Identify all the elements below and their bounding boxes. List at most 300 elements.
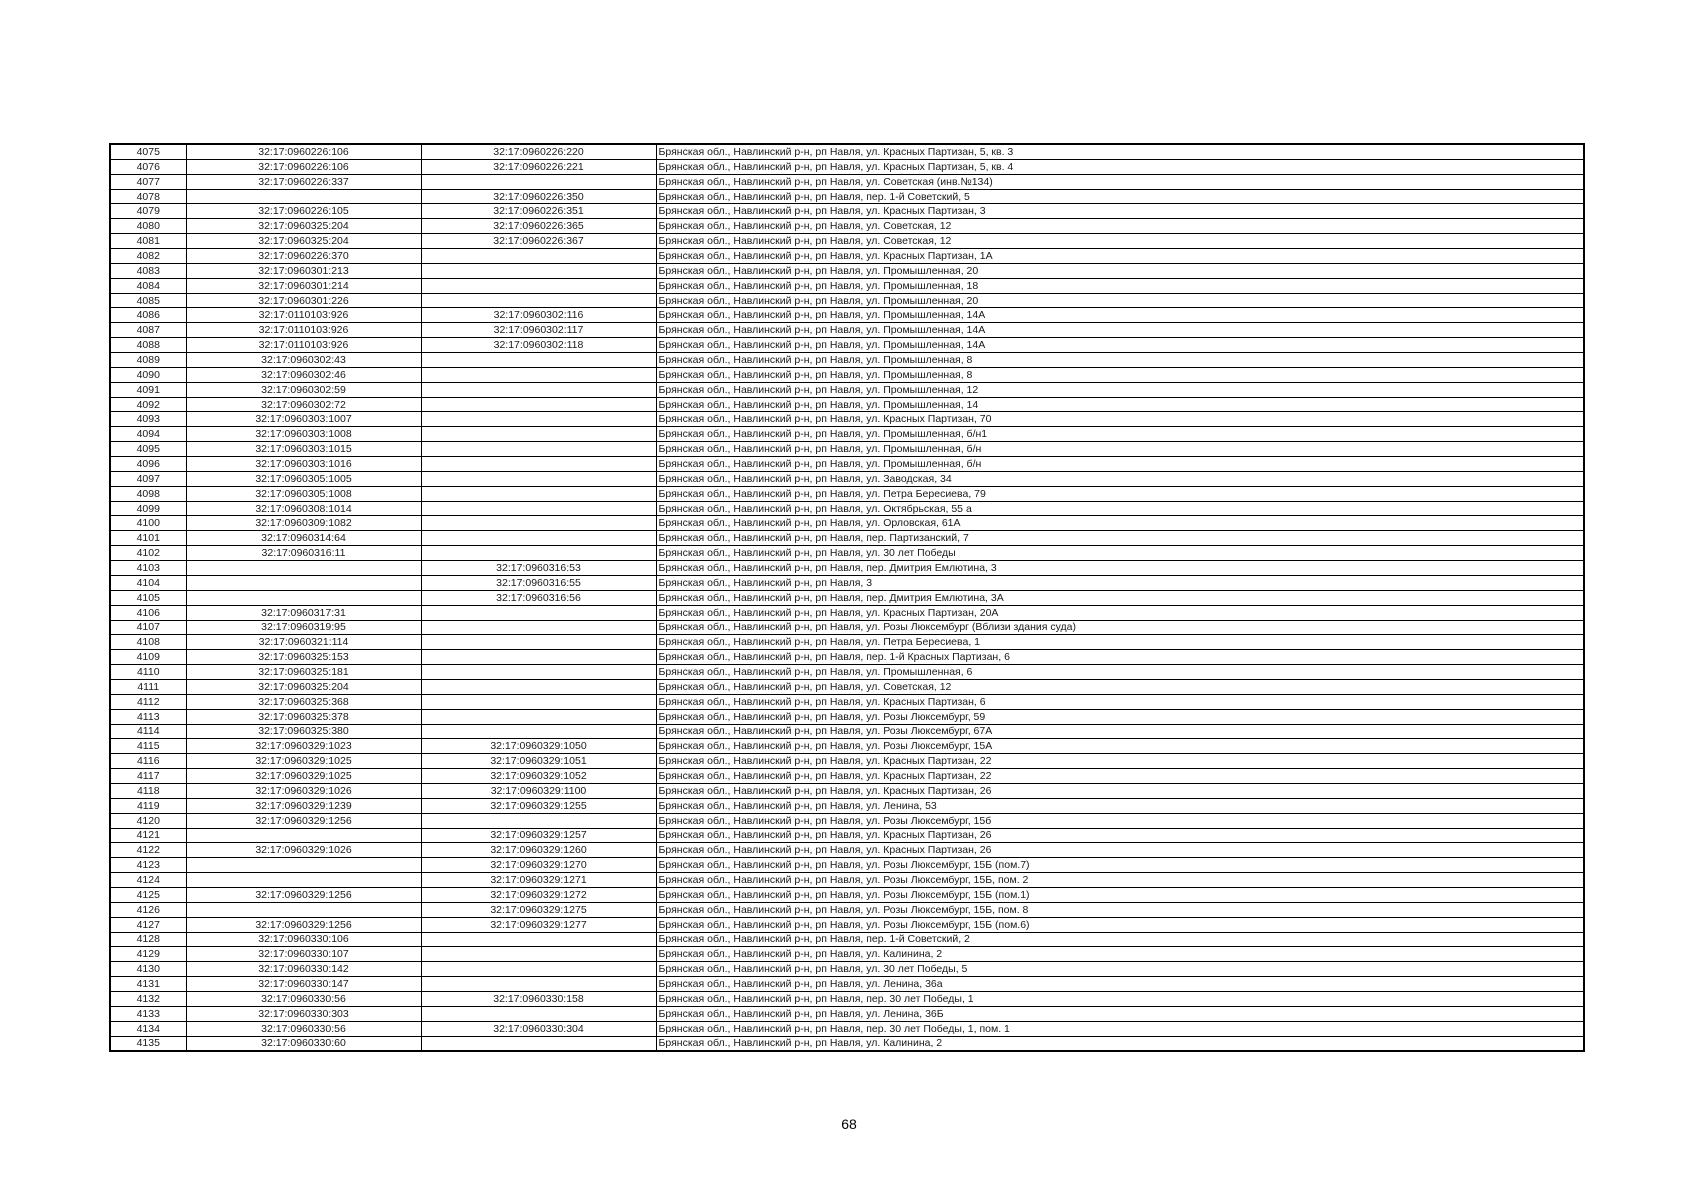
address-cell: Брянская обл., Навлинский р-н, рп Навля, ул. Ленина, 53	[656, 798, 1584, 813]
address-cell: Брянская обл., Навлинский р-н, рп Навля, ул. Красных Партизан, 1А	[656, 249, 1584, 264]
object-cadastral-number-cell	[421, 427, 656, 442]
table-row	[110, 278, 1584, 293]
address-cell: Брянская обл., Навлинский р-н, рп Навля, ул. Розы Люксембург, 15Б (пом.7)	[656, 858, 1584, 873]
address-cell: Брянская обл., Навлинский р-н, рп Навля, ул. Ленина, 36Б	[656, 1006, 1584, 1021]
parcel-cadastral-number-cell: 32:17:0960301:226	[186, 293, 421, 308]
object-cadastral-number-cell	[421, 947, 656, 962]
table-row	[110, 858, 1584, 873]
row-number-cell: 4119	[110, 798, 186, 813]
object-cadastral-number-cell: 32:17:0960226:367	[421, 234, 656, 249]
row-number-cell: 4093	[110, 412, 186, 427]
object-cadastral-number-cell: 32:17:0960302:116	[421, 308, 656, 323]
parcel-cadastral-number-cell	[186, 189, 421, 204]
object-cadastral-number-cell	[421, 397, 656, 412]
table-row	[110, 293, 1584, 308]
object-cadastral-number-cell: 32:17:0960329:1275	[421, 902, 656, 917]
object-cadastral-number-cell	[421, 665, 656, 680]
table-row	[110, 412, 1584, 427]
address-cell: Брянская обл., Навлинский р-н, рп Навля, ул. Розы Люксембург, 67А	[656, 724, 1584, 739]
parcel-cadastral-number-cell: 32:17:0960329:1025	[186, 754, 421, 769]
object-cadastral-number-cell	[421, 977, 656, 992]
table-row	[110, 813, 1584, 828]
object-cadastral-number-cell	[421, 486, 656, 501]
table-row	[110, 754, 1584, 769]
parcel-cadastral-number-cell: 32:17:0960308:1014	[186, 501, 421, 516]
row-number-cell: 4087	[110, 323, 186, 338]
object-cadastral-number-cell	[421, 174, 656, 189]
table-row	[110, 605, 1584, 620]
address-cell: Брянская обл., Навлинский р-н, рп Навля, ул. Красных Партизан, 26	[656, 843, 1584, 858]
row-number-cell: 4104	[110, 575, 186, 590]
object-cadastral-number-cell	[421, 382, 656, 397]
address-cell: Брянская обл., Навлинский р-н, рп Навля, ул. Промышленная, б/н1	[656, 427, 1584, 442]
table-row	[110, 561, 1584, 576]
table-row	[110, 947, 1584, 962]
cadastral-registry-table	[109, 143, 1585, 1052]
row-number-cell: 4094	[110, 427, 186, 442]
table-row	[110, 620, 1584, 635]
address-cell: Брянская обл., Навлинский р-н, рп Навля, ул. Промышленная, б/н	[656, 442, 1584, 457]
table-row	[110, 709, 1584, 724]
table-row	[110, 575, 1584, 590]
row-number-cell: 4077	[110, 174, 186, 189]
parcel-cadastral-number-cell: 32:17:0110103:926	[186, 308, 421, 323]
table-row	[110, 798, 1584, 813]
parcel-cadastral-number-cell: 32:17:0960325:204	[186, 234, 421, 249]
address-cell: Брянская обл., Навлинский р-н, рп Навля, ул. Петра Бересиева, 79	[656, 486, 1584, 501]
parcel-cadastral-number-cell: 32:17:0960301:214	[186, 278, 421, 293]
parcel-cadastral-number-cell: 32:17:0960325:204	[186, 679, 421, 694]
table-row	[110, 977, 1584, 992]
address-cell: Брянская обл., Навлинский р-н, рп Навля, ул. Советская, 12	[656, 679, 1584, 694]
address-cell: Брянская обл., Навлинский р-н, рп Навля, ул. Промышленная, 14А	[656, 308, 1584, 323]
row-number-cell: 4120	[110, 813, 186, 828]
row-number-cell: 4114	[110, 724, 186, 739]
table-row	[110, 1006, 1584, 1021]
address-cell: Брянская обл., Навлинский р-н, рп Навля, ул. Промышленная, 8	[656, 367, 1584, 382]
row-number-cell: 4105	[110, 590, 186, 605]
table-row	[110, 531, 1584, 546]
parcel-cadastral-number-cell: 32:17:0960329:1025	[186, 769, 421, 784]
address-cell: Брянская обл., Навлинский р-н, рп Навля, ул. Советская, 12	[656, 234, 1584, 249]
row-number-cell: 4116	[110, 754, 186, 769]
row-number-cell: 4091	[110, 382, 186, 397]
parcel-cadastral-number-cell: 32:17:0960325:368	[186, 694, 421, 709]
object-cadastral-number-cell	[421, 546, 656, 561]
parcel-cadastral-number-cell: 32:17:0960329:1256	[186, 917, 421, 932]
object-cadastral-number-cell	[421, 709, 656, 724]
parcel-cadastral-number-cell: 32:17:0960329:1239	[186, 798, 421, 813]
object-cadastral-number-cell: 32:17:0960316:55	[421, 575, 656, 590]
table-row	[110, 263, 1584, 278]
object-cadastral-number-cell: 32:17:0960329:1257	[421, 828, 656, 843]
table-row	[110, 382, 1584, 397]
object-cadastral-number-cell	[421, 620, 656, 635]
parcel-cadastral-number-cell	[186, 858, 421, 873]
address-cell: Брянская обл., Навлинский р-н, рп Навля, пер. 1-й Советский, 2	[656, 932, 1584, 947]
table-row	[110, 665, 1584, 680]
object-cadastral-number-cell	[421, 353, 656, 368]
object-cadastral-number-cell: 32:17:0960302:117	[421, 323, 656, 338]
row-number-cell: 4127	[110, 917, 186, 932]
row-number-cell: 4132	[110, 991, 186, 1006]
address-cell: Брянская обл., Навлинский р-н, рп Навля, ул. Промышленная, 14	[656, 397, 1584, 412]
registry-table-body	[110, 144, 1584, 1051]
table-row	[110, 769, 1584, 784]
row-number-cell: 4080	[110, 219, 186, 234]
object-cadastral-number-cell: 32:17:0960226:351	[421, 204, 656, 219]
address-cell: Брянская обл., Навлинский р-н, рп Навля, ул. Красных Партизан, 5, кв. 3	[656, 144, 1584, 159]
parcel-cadastral-number-cell: 32:17:0960302:43	[186, 353, 421, 368]
object-cadastral-number-cell: 32:17:0960316:53	[421, 561, 656, 576]
object-cadastral-number-cell	[421, 516, 656, 531]
parcel-cadastral-number-cell: 32:17:0960330:106	[186, 932, 421, 947]
address-cell: Брянская обл., Навлинский р-н, рп Навля, пер. Дмитрия Емлютина, 3А	[656, 590, 1584, 605]
object-cadastral-number-cell	[421, 605, 656, 620]
address-cell: Брянская обл., Навлинский р-н, рп Навля, ул. Калинина, 2	[656, 1036, 1584, 1051]
parcel-cadastral-number-cell: 32:17:0960314:64	[186, 531, 421, 546]
object-cadastral-number-cell	[421, 263, 656, 278]
parcel-cadastral-number-cell: 32:17:0960330:142	[186, 962, 421, 977]
address-cell: Брянская обл., Навлинский р-н, рп Навля, ул. Розы Люксембург (Вблизи здания суда)	[656, 620, 1584, 635]
object-cadastral-number-cell	[421, 932, 656, 947]
row-number-cell: 4131	[110, 977, 186, 992]
table-row	[110, 650, 1584, 665]
object-cadastral-number-cell	[421, 962, 656, 977]
address-cell: Брянская обл., Навлинский р-н, рп Навля, ул. Промышленная, 14А	[656, 323, 1584, 338]
row-number-cell: 4123	[110, 858, 186, 873]
object-cadastral-number-cell	[421, 679, 656, 694]
address-cell: Брянская обл., Навлинский р-н, рп Навля, ул. Промышленная, б/н	[656, 457, 1584, 472]
object-cadastral-number-cell: 32:17:0960226:221	[421, 159, 656, 174]
table-row	[110, 234, 1584, 249]
parcel-cadastral-number-cell: 32:17:0960303:1007	[186, 412, 421, 427]
object-cadastral-number-cell	[421, 635, 656, 650]
parcel-cadastral-number-cell: 32:17:0110103:926	[186, 323, 421, 338]
object-cadastral-number-cell: 32:17:0960329:1050	[421, 739, 656, 754]
address-cell: Брянская обл., Навлинский р-н, рп Навля, ул. Розы Люксембург, 15А	[656, 739, 1584, 754]
address-cell: Брянская обл., Навлинский р-н, рп Навля, ул. Красных Партизан, 22	[656, 754, 1584, 769]
address-cell: Брянская обл., Навлинский р-н, рп Навля, ул. Розы Люксембург, 59	[656, 709, 1584, 724]
address-cell: Брянская обл., Навлинский р-н, рп Навля, ул. Петра Бересиева, 1	[656, 635, 1584, 650]
address-cell: Брянская обл., Навлинский р-н, рп Навля, ул. Красных Партизан, 3	[656, 204, 1584, 219]
address-cell: Брянская обл., Навлинский р-н, рп Навля, ул. Орловская, 61А	[656, 516, 1584, 531]
parcel-cadastral-number-cell: 32:17:0960325:380	[186, 724, 421, 739]
parcel-cadastral-number-cell: 32:17:0960329:1023	[186, 739, 421, 754]
parcel-cadastral-number-cell: 32:17:0960330:56	[186, 1021, 421, 1036]
address-cell: Брянская обл., Навлинский р-н, рп Навля, ул. Красных Партизан, 20А	[656, 605, 1584, 620]
row-number-cell: 4121	[110, 828, 186, 843]
parcel-cadastral-number-cell: 32:17:0960325:204	[186, 219, 421, 234]
address-cell: Брянская обл., Навлинский р-н, рп Навля, ул. Промышленная, 6	[656, 665, 1584, 680]
table-row	[110, 917, 1584, 932]
parcel-cadastral-number-cell: 32:17:0960301:213	[186, 263, 421, 278]
parcel-cadastral-number-cell: 32:17:0960226:370	[186, 249, 421, 264]
row-number-cell: 4134	[110, 1021, 186, 1036]
row-number-cell: 4122	[110, 843, 186, 858]
parcel-cadastral-number-cell: 32:17:0960305:1005	[186, 471, 421, 486]
row-number-cell: 4133	[110, 1006, 186, 1021]
parcel-cadastral-number-cell: 32:17:0960302:59	[186, 382, 421, 397]
parcel-cadastral-number-cell: 32:17:0110103:926	[186, 338, 421, 353]
parcel-cadastral-number-cell: 32:17:0960330:60	[186, 1036, 421, 1051]
address-cell: Брянская обл., Навлинский р-н, рп Навля, ул. Промышленная, 8	[656, 353, 1584, 368]
parcel-cadastral-number-cell: 32:17:0960309:1082	[186, 516, 421, 531]
table-row	[110, 471, 1584, 486]
object-cadastral-number-cell: 32:17:0960329:1260	[421, 843, 656, 858]
object-cadastral-number-cell: 32:17:0960330:304	[421, 1021, 656, 1036]
object-cadastral-number-cell	[421, 1006, 656, 1021]
table-row	[110, 887, 1584, 902]
parcel-cadastral-number-cell: 32:17:0960226:337	[186, 174, 421, 189]
row-number-cell: 4081	[110, 234, 186, 249]
row-number-cell: 4079	[110, 204, 186, 219]
object-cadastral-number-cell: 32:17:0960329:1277	[421, 917, 656, 932]
row-number-cell: 4112	[110, 694, 186, 709]
row-number-cell: 4110	[110, 665, 186, 680]
row-number-cell: 4125	[110, 887, 186, 902]
table-row	[110, 828, 1584, 843]
row-number-cell: 4097	[110, 471, 186, 486]
row-number-cell: 4124	[110, 873, 186, 888]
row-number-cell: 4102	[110, 546, 186, 561]
table-row	[110, 353, 1584, 368]
address-cell: Брянская обл., Навлинский р-н, рп Навля, ул. 30 лет Победы, 5	[656, 962, 1584, 977]
table-row	[110, 590, 1584, 605]
row-number-cell: 4111	[110, 679, 186, 694]
object-cadastral-number-cell	[421, 457, 656, 472]
table-row	[110, 427, 1584, 442]
row-number-cell: 4083	[110, 263, 186, 278]
address-cell: Брянская обл., Навлинский р-н, рп Навля, ул. Красных Партизан, 6	[656, 694, 1584, 709]
address-cell: Брянская обл., Навлинский р-н, рп Навля, 3	[656, 575, 1584, 590]
row-number-cell: 4109	[110, 650, 186, 665]
table-row	[110, 843, 1584, 858]
object-cadastral-number-cell	[421, 531, 656, 546]
address-cell: Брянская обл., Навлинский р-н, рп Навля, ул. 30 лет Победы	[656, 546, 1584, 561]
object-cadastral-number-cell: 32:17:0960329:1100	[421, 783, 656, 798]
address-cell: Брянская обл., Навлинский р-н, рп Навля, ул. Калинина, 2	[656, 947, 1584, 962]
table-row	[110, 679, 1584, 694]
table-row	[110, 442, 1584, 457]
row-number-cell: 4106	[110, 605, 186, 620]
object-cadastral-number-cell: 32:17:0960329:1270	[421, 858, 656, 873]
table-row	[110, 635, 1584, 650]
parcel-cadastral-number-cell: 32:17:0960330:147	[186, 977, 421, 992]
row-number-cell: 4075	[110, 144, 186, 159]
address-cell: Брянская обл., Навлинский р-н, рп Навля, ул. Промышленная, 18	[656, 278, 1584, 293]
row-number-cell: 4090	[110, 367, 186, 382]
row-number-cell: 4085	[110, 293, 186, 308]
address-cell: Брянская обл., Навлинский р-н, рп Навля, пер. Дмитрия Емлютина, 3	[656, 561, 1584, 576]
table-row	[110, 739, 1584, 754]
address-cell: Брянская обл., Навлинский р-н, рп Навля, ул. Октябрьская, 55 а	[656, 501, 1584, 516]
row-number-cell: 4095	[110, 442, 186, 457]
object-cadastral-number-cell	[421, 1036, 656, 1051]
address-cell: Брянская обл., Навлинский р-н, рп Навля, ул. Красных Партизан, 70	[656, 412, 1584, 427]
object-cadastral-number-cell	[421, 471, 656, 486]
table-row	[110, 516, 1584, 531]
address-cell: Брянская обл., Навлинский р-н, рп Навля, ул. Красных Партизан, 5, кв. 4	[656, 159, 1584, 174]
table-row	[110, 397, 1584, 412]
object-cadastral-number-cell	[421, 278, 656, 293]
parcel-cadastral-number-cell: 32:17:0960226:106	[186, 144, 421, 159]
table-row	[110, 991, 1584, 1006]
object-cadastral-number-cell	[421, 694, 656, 709]
row-number-cell: 4099	[110, 501, 186, 516]
table-row	[110, 1036, 1584, 1051]
table-row	[110, 219, 1584, 234]
row-number-cell: 4129	[110, 947, 186, 962]
row-number-cell: 4082	[110, 249, 186, 264]
table-row	[110, 159, 1584, 174]
parcel-cadastral-number-cell: 32:17:0960303:1016	[186, 457, 421, 472]
parcel-cadastral-number-cell: 32:17:0960303:1008	[186, 427, 421, 442]
row-number-cell: 4108	[110, 635, 186, 650]
row-number-cell: 4118	[110, 783, 186, 798]
address-cell: Брянская обл., Навлинский р-н, рп Навля, ул. Розы Люксембург, 15Б (пом.1)	[656, 887, 1584, 902]
table-row	[110, 694, 1584, 709]
table-row	[110, 144, 1584, 159]
row-number-cell: 4128	[110, 932, 186, 947]
parcel-cadastral-number-cell: 32:17:0960305:1008	[186, 486, 421, 501]
table-row	[110, 873, 1584, 888]
address-cell: Брянская обл., Навлинский р-н, рп Навля, ул. Розы Люксембург, 15Б, пом. 2	[656, 873, 1584, 888]
row-number-cell: 4107	[110, 620, 186, 635]
object-cadastral-number-cell: 32:17:0960329:1272	[421, 887, 656, 902]
address-cell: Брянская обл., Навлинский р-н, рп Навля, ул. Розы Люксембург, 15Б, пом. 8	[656, 902, 1584, 917]
page-number: 68	[841, 1116, 857, 1132]
parcel-cadastral-number-cell: 32:17:0960302:46	[186, 367, 421, 382]
address-cell: Брянская обл., Навлинский р-н, рп Навля, ул. Красных Партизан, 26	[656, 828, 1584, 843]
parcel-cadastral-number-cell: 32:17:0960325:153	[186, 650, 421, 665]
row-number-cell: 4117	[110, 769, 186, 784]
parcel-cadastral-number-cell: 32:17:0960226:105	[186, 204, 421, 219]
parcel-cadastral-number-cell: 32:17:0960302:72	[186, 397, 421, 412]
object-cadastral-number-cell	[421, 724, 656, 739]
address-cell: Брянская обл., Навлинский р-н, рп Навля, ул. Промышленная, 20	[656, 263, 1584, 278]
row-number-cell: 4098	[110, 486, 186, 501]
object-cadastral-number-cell	[421, 813, 656, 828]
object-cadastral-number-cell: 32:17:0960329:1051	[421, 754, 656, 769]
row-number-cell: 4101	[110, 531, 186, 546]
object-cadastral-number-cell: 32:17:0960329:1255	[421, 798, 656, 813]
object-cadastral-number-cell	[421, 249, 656, 264]
table-row	[110, 457, 1584, 472]
parcel-cadastral-number-cell: 32:17:0960329:1256	[186, 813, 421, 828]
table-row	[110, 308, 1584, 323]
address-cell: Брянская обл., Навлинский р-н, рп Навля, ул. Розы Люксембург, 15Б (пом.6)	[656, 917, 1584, 932]
table-row	[110, 1021, 1584, 1036]
address-cell: Брянская обл., Навлинский р-н, рп Навля, ул. Ленина, 36а	[656, 977, 1584, 992]
parcel-cadastral-number-cell: 32:17:0960329:1026	[186, 843, 421, 858]
object-cadastral-number-cell	[421, 412, 656, 427]
address-cell: Брянская обл., Навлинский р-н, рп Навля, ул. Розы Люксембург, 15б	[656, 813, 1584, 828]
row-number-cell: 4089	[110, 353, 186, 368]
table-row	[110, 962, 1584, 977]
table-row	[110, 367, 1584, 382]
parcel-cadastral-number-cell: 32:17:0960330:107	[186, 947, 421, 962]
parcel-cadastral-number-cell: 32:17:0960226:106	[186, 159, 421, 174]
row-number-cell: 4086	[110, 308, 186, 323]
address-cell: Брянская обл., Навлинский р-н, рп Навля, ул. Промышленная, 14А	[656, 338, 1584, 353]
object-cadastral-number-cell: 32:17:0960329:1271	[421, 873, 656, 888]
address-cell: Брянская обл., Навлинский р-н, рп Навля, ул. Промышленная, 20	[656, 293, 1584, 308]
parcel-cadastral-number-cell	[186, 902, 421, 917]
row-number-cell: 4076	[110, 159, 186, 174]
table-row	[110, 486, 1584, 501]
row-number-cell: 4092	[110, 397, 186, 412]
parcel-cadastral-number-cell	[186, 828, 421, 843]
address-cell: Брянская обл., Навлинский р-н, рп Навля, пер. 1-й Красных Партизан, 6	[656, 650, 1584, 665]
row-number-cell: 4078	[110, 189, 186, 204]
address-cell: Брянская обл., Навлинский р-н, рп Навля, ул. Заводская, 34	[656, 471, 1584, 486]
row-number-cell: 4103	[110, 561, 186, 576]
address-cell: Брянская обл., Навлинский р-н, рп Навля, пер. Партизанский, 7	[656, 531, 1584, 546]
parcel-cadastral-number-cell: 32:17:0960329:1026	[186, 783, 421, 798]
address-cell: Брянская обл., Навлинский р-н, рп Навля, ул. Советская, 12	[656, 219, 1584, 234]
table-row	[110, 783, 1584, 798]
parcel-cadastral-number-cell	[186, 873, 421, 888]
parcel-cadastral-number-cell: 32:17:0960321:114	[186, 635, 421, 650]
parcel-cadastral-number-cell: 32:17:0960317:31	[186, 605, 421, 620]
parcel-cadastral-number-cell: 32:17:0960316:11	[186, 546, 421, 561]
address-cell: Брянская обл., Навлинский р-н, рп Навля, ул. Промышленная, 12	[656, 382, 1584, 397]
table-row	[110, 724, 1584, 739]
object-cadastral-number-cell	[421, 650, 656, 665]
object-cadastral-number-cell: 32:17:0960316:56	[421, 590, 656, 605]
parcel-cadastral-number-cell: 32:17:0960329:1256	[186, 887, 421, 902]
parcel-cadastral-number-cell	[186, 590, 421, 605]
table-row	[110, 323, 1584, 338]
object-cadastral-number-cell	[421, 501, 656, 516]
table-row	[110, 204, 1584, 219]
parcel-cadastral-number-cell: 32:17:0960303:1015	[186, 442, 421, 457]
object-cadastral-number-cell	[421, 293, 656, 308]
parcel-cadastral-number-cell: 32:17:0960330:303	[186, 1006, 421, 1021]
object-cadastral-number-cell: 32:17:0960302:118	[421, 338, 656, 353]
object-cadastral-number-cell: 32:17:0960226:220	[421, 144, 656, 159]
row-number-cell: 4088	[110, 338, 186, 353]
row-number-cell: 4135	[110, 1036, 186, 1051]
row-number-cell: 4130	[110, 962, 186, 977]
table-row	[110, 546, 1584, 561]
row-number-cell: 4126	[110, 902, 186, 917]
object-cadastral-number-cell: 32:17:0960226:365	[421, 219, 656, 234]
row-number-cell: 4113	[110, 709, 186, 724]
row-number-cell: 4115	[110, 739, 186, 754]
parcel-cadastral-number-cell	[186, 575, 421, 590]
address-cell: Брянская обл., Навлинский р-н, рп Навля, пер. 30 лет Победы, 1	[656, 991, 1584, 1006]
object-cadastral-number-cell	[421, 442, 656, 457]
parcel-cadastral-number-cell: 32:17:0960319:95	[186, 620, 421, 635]
address-cell: Брянская обл., Навлинский р-н, рп Навля, пер. 1-й Советский, 5	[656, 189, 1584, 204]
table-row	[110, 174, 1584, 189]
table-row	[110, 902, 1584, 917]
row-number-cell: 4096	[110, 457, 186, 472]
row-number-cell: 4100	[110, 516, 186, 531]
object-cadastral-number-cell: 32:17:0960226:350	[421, 189, 656, 204]
object-cadastral-number-cell: 32:17:0960329:1052	[421, 769, 656, 784]
table-row	[110, 338, 1584, 353]
table-row	[110, 501, 1584, 516]
object-cadastral-number-cell: 32:17:0960330:158	[421, 991, 656, 1006]
table-row	[110, 249, 1584, 264]
parcel-cadastral-number-cell	[186, 561, 421, 576]
row-number-cell: 4084	[110, 278, 186, 293]
address-cell: Брянская обл., Навлинский р-н, рп Навля, ул. Советская (инв.№134)	[656, 174, 1584, 189]
parcel-cadastral-number-cell: 32:17:0960325:181	[186, 665, 421, 680]
